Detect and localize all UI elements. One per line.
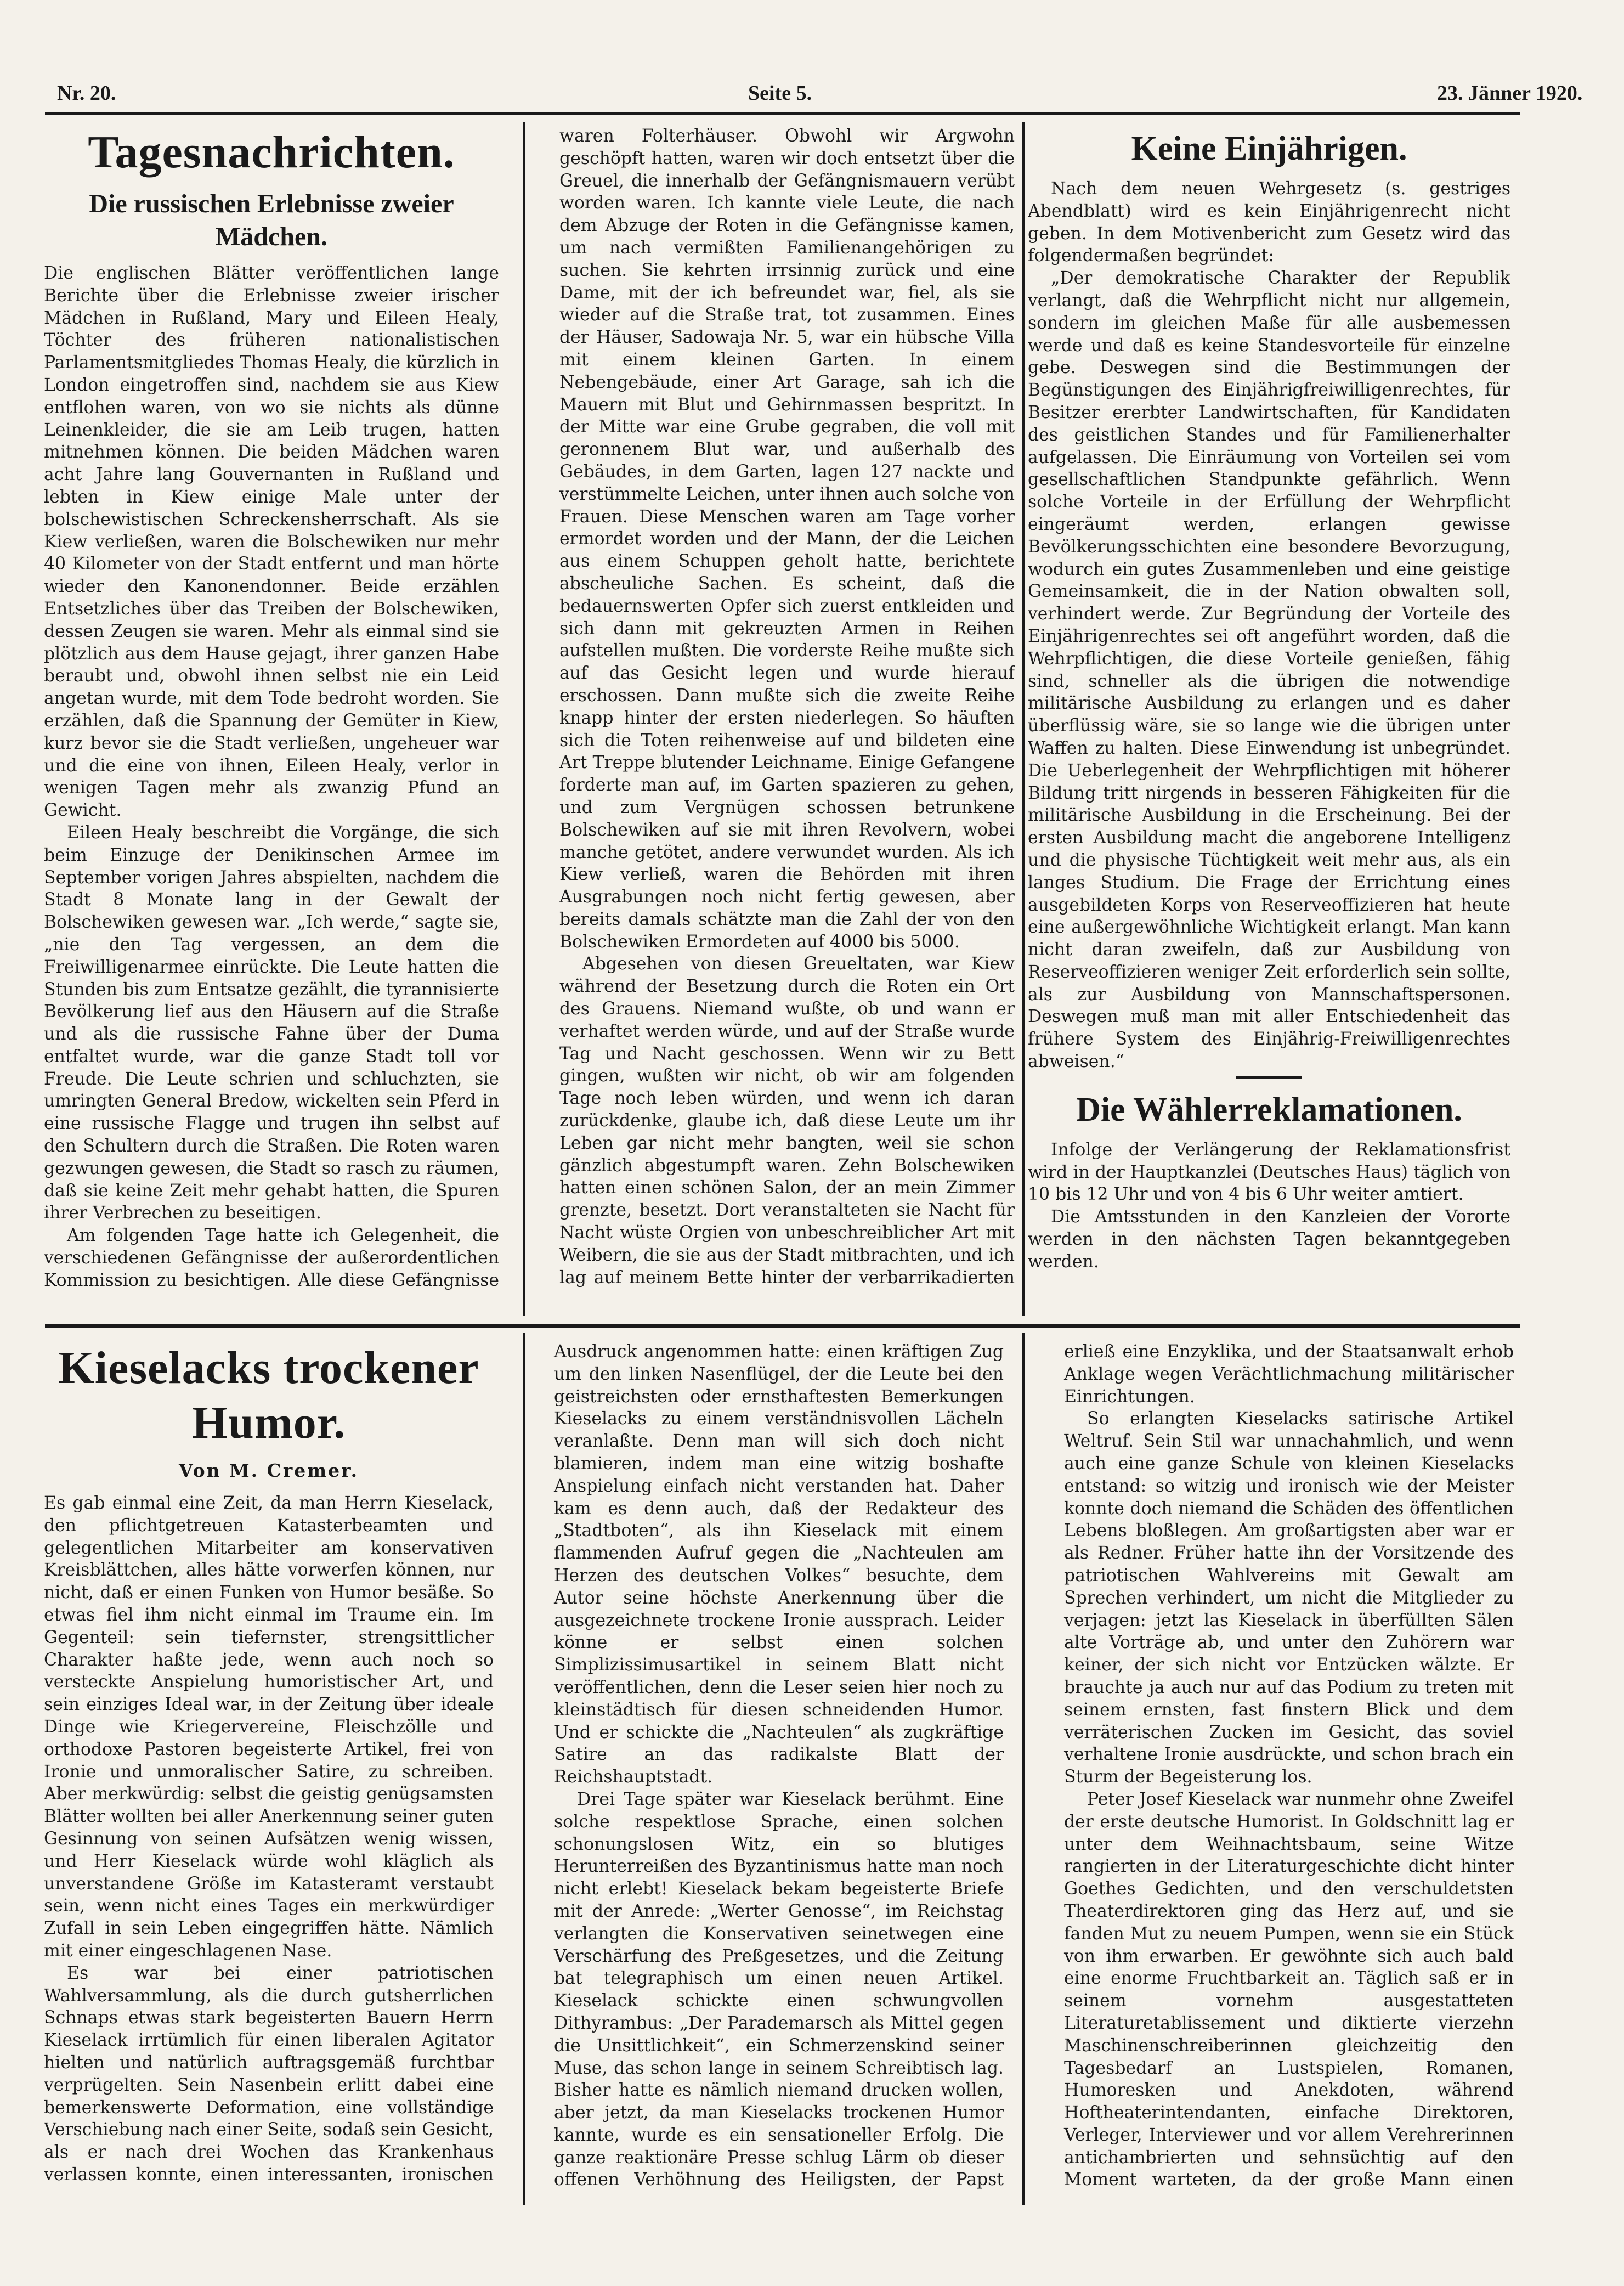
article-paragraph: Nach dem neuen Wehrgesetz (s. gestriges Abendblatt) wird es kein Einjährigenrecht nicht geben. In dem Motivenbericht zum Gesetz wird das folgendermaßen begründet: (1028, 179, 1510, 266)
page-number: Seite 5. (748, 82, 812, 105)
issue-date: 23. Jänner 1920. (1437, 82, 1583, 105)
article-paragraph: Es war bei einer patriotischen Wahlversammlung, als die durch gutsherrlichen Schnaps etwas stark begeisterten Bauern Herrn Kieselack irrtümlich für einen liberalen Agitator hielten und natürlich auftragsgemäß furchtbar verprügelten. Sein Nasenbein erlitt dabei eine bemerkenswerte Deformation, eine vollständige Verschiebung nach einer Seite, sodaß sein Gesicht, als er nach drei Wochen das Krankenhaus verlassen konnte, einen interessanten, ironischen Ausdruck angenommen hatte: einen kräftigen Zug um den linken Nasenflügel, der die Leute bei den geistreichsten oder ernsthaftesten Bemerkungen Kieselacks zu einem verständnisvollen Lächeln veranlaßte. Denn man will sich doch nicht blamieren, indem man eine witzig boshafte Anspielung einfach nicht verstanden hat. Daher kam es denn auch, daß der Redakteur des „Stadtboten“, als ihn Kieselack mit einem flammenden Aufruf gegen die „Nachteulen am Herzen des deutschen Volkes“ besuchte, dem Autor seine höchste Anerkennung über die ausgezeichnete trockene Ironie aussprach. Leider könne er selbst einen solchen Simplizissimusartikel in seinem Blatt nicht veröffentlichen, denn die Leser seien hier noch zu kleinstädtisch für diesen schneidenden Humor. Und er schickte die „Nachteulen“ als zugkräftige Satire an das radikalste Blatt der Reichshauptstadt. (44, 1342, 1004, 2185)
article-paragraph: Drei Tage später war Kieselack berühmt. Eine solche respektlose Sprache, einen solchen schonungslosen Witz, ein so blutiges Herunterreißen des Byzantinismus hatte man noch nicht erlebt! Kieselack bekam begeisterte Briefe mit der Anrede: „Werter Genosse“, im Reichstag verlangten die Konservativen seinetwegen eine Verschärfung des Preßgesetzes, und die Zeitung bat telegraphisch um einen neuen Artikel. Kieselack schickte einen schwungvollen Dithyrambus: „Der Parademarsch als Mittel gegen die Unsittlichkeit“, ein Schmerzenskind seiner Muse, das schon lange in seinem Schreibtisch lag. Bisher hatte es nämlich niemand drucken wollen, aber jetzt, da man Kieselacks trockenen Humor kannte, wurde es ein sensationeller Erfolg. Die ganze reaktionäre Presse schlug Lärm ob dieser offenen Verhöhnung des Heiligsten, der Papst erließ eine Enzyklika, und der Staatsanwalt erhob Anklage wegen Verächtlichmachung militärischer Einrichtungen. (554, 1342, 1514, 2190)
article-subtitle: Die russischen Erlebnisse zweier Mädchen. (89, 189, 454, 251)
article-paragraph: Es gab einmal eine Zeit, da man Herrn Kieselack, den pflichtgetreuen Katasterbeamten und gelegentlichen Mitarbeiter am konservativen Kreisblättchen, alles hätte vorwerfen können, nur nicht, daß er einen Funken von Humor besäße. So etwas fiel ihm nicht einmal im Traume ein. Im Gegenteil: sein tiefernster, strengsittlicher Charakter haßte jede, wenn auch noch so versteckte Anspielung humoristischer Art, und sein einziges Ideal war, in der Zeitung über ideale Dinge wie Kriegervereine, Fleischzölle und orthodoxe Pastoren begeisterte Artikel, frei von Ironie und unmoralischer Satire, zu schreiben. Aber merkwürdig: selbst die geistig genügsamsten Blätter wollten bei aller Anerkennung seiner guten Gesinnung von seinen Aufsätzen wenig wissen, und Herr Kieselack würde wohl kläglich als unverstandene Größe im Katasteramt verstaubt sein, wenn nicht eines Tages ein merkwürdiger Zufall in sein Leben eingegriffen hätte. Nämlich mit einer eingeschlagenen Nase. (44, 1493, 494, 1961)
article-divider (1236, 1076, 1302, 1079)
article-paragraph: Am folgenden Tage hatte ich Gelegenheit, die verschiedenen Gefängnisse der außerordentlichen Kommission zu besichtigen. Alle diese Gefängnisse waren Folterhäuser. Obwohl wir Argwohn geschöpft hatten, waren wir doch entsetzt über die Greuel, die innerhalb der Gefängnismauern verübt worden waren. Ich kannte viele Leute, die nach dem Abzuge der Roten in die Gefängnisse kamen, um nach vermißten Familienangehörigen zu suchen. Sie kehrten irrsinnig zurück und eine Dame, mit der ich befreundet war, fiel, als sie wieder auf die Straße trat, tot zusammen. Eines der Häuser, Sadowaja Nr. 5, war ein hübsche Villa mit einem kleinen Garten. In einem Nebengebäude, einer Art Garage, sah ich die Mauern mit Blut und Gehirnmassen bespritzt. In der Mitte war eine Grube gegraben, die voll mit geronnenem Blut war, und außerhalb des Gebäudes, in dem Garten, lagen 127 nackte und verstümmelte Leichen, unter ihnen auch solche von Frauen. Diese Menschen waren am Tage vorher ermordet worden und der Mann, der die Leichen aus einem Schuppen geholt hatte, berichtete abscheuliche Sachen. Es scheint, daß die bedauernswerten Opfer sich zuerst entkleiden und sich dann mit gekreuzten Armen in Reihen aufstellen mußten. Die vorderste Reihe mußte sich auf das Gesicht legen und wurde hierauf erschossen. Dann mußte sich die zweite Reihe knapp hinter der ersten niederlegen. So häuften sich die Toten reihenweise auf und bildeten eine Art Treppe blutender Leichname. Einige Gefangene forderte man auf, im Garten spazieren zu gehen, und zum Vergnügen schossen betrunkene Bolschewiken auf sie mit ihren Revolvern, wobei manche getötet, andere verwundet wurden. Als ich Kiew verließ, waren die Behörden mit ihren Ausgrabungen noch nicht fertig gewesen, aber bereits damals schätzte man die Zahl der von den Bolschewiken Ermordeten auf 4000 bis 5000. (44, 126, 1015, 1290)
column-rule-2 (1022, 122, 1025, 1316)
article-paragraph: Abgesehen von diesen Greueltaten, war Kiew während der Besetzung durch die Roten ein Ort des Grauens. Niemand wußte, ob und wann er verhaftet werden würde, und auf der Straße wurde Tag und Nacht geschossen. Wenn wir zu Bett gingen, wußten wir nicht, ob wir am folgenden Tage noch leben würden, und wenn ich daran zurückdenke, glaube ich, daß diese Leute um ihr Leben gar nicht mehr bangten, weil sie schon gänzlich abgestumpft waren. Zehn Bolschewiken hatten einen schönen Salon, der an mein Zimmer grenzte, besetzt. Dort veranstalteten sie Nacht für Nacht wüste Orgien von unbeschreiblicher Art mit Weibern, die sie aus der Stadt mitbrachten, und ich lag auf meinem Bette hinter der verbarrikadierten (559, 954, 1015, 1288)
article-kieselack (44, 1341, 1514, 2197)
article-paragraph: Die Amtsstunden in den Kanzleien der Vororte werden in den nächsten Tagen bekanntgegeben werden. (1028, 1207, 1510, 1272)
section-title: Tagesnachrichten. (88, 127, 455, 178)
article-paragraph: Infolge der Verlängerung der Reklamationsfrist wird in der Hauptkanzlei (Deutsches Haus) täglich von 10 bis 12 Uhr und von 4 bis 6 Uhr weiter amtiert. (1028, 1139, 1510, 1205)
article-paragraph: Die englischen Blätter veröffentlichen lange Berichte über die Erlebnisse zweier irischer Mädchen in Rußland, Mary und Eileen Healy, Töchter des früheren nationalistischen Parlamentsmitgliedes Thomas Healy, die kürzlich in London eingetroffen sind, nachdem sie aus Kiew entflohen waren, von wo sie nichts als dünne Leinenkleider, die sie am Leib trugen, hatten mitnehmen können. Die beiden Mädchen waren acht Jahre lang Gouvernanten in Rußland und lebten in Kiew einige Male unter der bolschewistischen Schreckensherrschaft. Als sie Kiew verließen, waren die Bolschewiken nur mehr 40 Kilometer von der Stadt entfernt und man hörte wieder den Kanonendonner. Beide erzählen Entsetzliches über das Treiben der Bolschewiken, dessen Zeugen sie waren. Mehr als einmal sind sie plötzlich aus dem Hause gejagt, ihrer ganzen Habe beraubt und, obwohl ihnen selbst nie ein Leid angetan wurde, mit dem Tode bedroht worden. Sie erzählen, daß die Spannung der Gemüter in Kiew, kurz bevor sie die Stadt verließen, ungeheuer war und die eine von ihnen, Eileen Healy, verlor in wenigen Tagen mehr als zwanzig Pfund an Gewicht. (44, 263, 499, 821)
article-tagesnachrichten (44, 125, 1015, 1305)
article-paragraph: Eileen Healy beschreibt die Vorgänge, die sich beim Einzuge der Denikinschen Armee im September vorigen Jahres abspielten, nachdem die Stadt 8 Monate lang in der Gewalt der Bolschewiken gewesen war. „Ich werde,“ sagte sie, „nie den Tag vergessen, an dem die Freiwilligenarmee einrückte. Die Leute hatten die Stunden bis zum Entsatze gezählt, die tyrannisierte Bevölkerung lief aus den Häusern auf die Straße und als die russische Fahne über der Duma entfaltet wurde, war die ganze Stadt toll vor Freude. Die Leute schrien und schluchzten, sie umringten General Bredow, wickelten sein Pferd in eine russische Flagge und trugen ihn selbst auf den Schultern durch die Straßen. Die Roten waren gezwungen gewesen, die Stadt so rasch zu räumen, daß sie keine Zeit mehr gehabt hatten, die Spuren ihrer Verbrechen zu beseitigen. (44, 822, 499, 1223)
issue-number: Nr. 20. (57, 82, 116, 105)
feuilleton-title: Kieselacks trockener Humor. (58, 1342, 479, 1448)
article-keine-einjaehrigen (1028, 127, 1510, 1307)
article-title-reklamationen: Die Wählerreklamationen. (1076, 1091, 1462, 1128)
feuilleton-rule (45, 1324, 1520, 1328)
article-paragraph: „Der demokratische Charakter der Republik verlangt, daß die Wehrpflicht nicht nur allgemein, sondern im gleichen Maße für alle ausbemessen werde und daß es keine Standesvorteile für einzelne gebe. Deswegen sind die Bestimmungen der Begünstigungen des Einjährigfreiwilligenrechtes, für Besitzer ererbter Landwirtschaften, für Kandidaten des geistlichen Standes und für Familienerhalter aufgelassen. Die Einräumung von Vorteilen sei vom gesellschaftlichen Standpunkte gefährlich. Wenn solche Vorteile in der Erfüllung der Wehrpflicht eingeräumt werden, erlangen gewisse Bevölkerungsschichten eine besondere Bevorzugung, wodurch ein gutes Zusammenleben und eine geistige Gemeinsamkeit, die in der Nation obwalten soll, verhindert werde. Zur Begründung der Vorteile des Einjährigenrechtes sei oft angeführt worden, daß die Wehrpflichtigen, die diese Vorteile genießen, fähig sind, schneller als die übrigen die notwendige militärische Ausbildung zu erlangen und es daher überflüssig wäre, sie so lange wie die übrigen unter Waffen zu halten. Diese Einwendung ist unbegründet. Die Ueberlegenheit der Wehrpflichtigen mit höherer Bildung tritt nirgends in besseren Fähigkeiten für die militärische Ausbildung in die Erscheinung. Bei der ersten Ausbildung macht die angeborene Intelligenz und die physische Tüchtigkeit weit mehr aus, als ein langes Studium. Die Frage der Errichtung eines ausgebildeten Korps von Reserveoffizieren hat heute eine außergewöhnliche Wichtigkeit erlangt. Man kann nicht daran zweifeln, daß zur Ausbildung von Reserveoffizieren weniger Zeit erforderlich sein sollte, als zur Ausbildung von Mannschaftspersonen. Deswegen muß man mit aller Entschiedenheit das frühere System des Einjährig-Freiwilligenrechtes abweisen.“ (1028, 268, 1510, 1072)
article-title: Keine Einjährigen. (1131, 130, 1407, 167)
header-rule (45, 112, 1520, 115)
article-paragraph: Peter Josef Kieselack war nunmehr ohne Zweifel der erste deutsche Humorist. In Goldschnitt lag er unter dem Weihnachtsbaum, seine Witze rangierten in der Literaturgeschichte dicht hinter Goethes Gedichten, und den verschuldetsten Theaterdirektoren ging das Herz auf, und sie fanden Mut zu neuem Pumpen, wenn sie ein Stück von ihm erwarben. Er gewöhnte sich auch bald eine enorme Fruchtbarkeit an. Täglich saß er in seinem vornehm ausgestatteten Literaturetablissement und diktierte vierzehn Maschinenschreiberinnen gleichzeitig den Tagesbedarf an Lustspielen, Romanen, Humoresken und Anekdoten, während Hoftheaterintendanten, einfache Direktoren, Verleger, Interviewer und vor allem Verehrerinnen antichambrierten und sehnsüchtig auf den Moment warteten, da der große Mann einen (1064, 1789, 1514, 2190)
article-byline: Von M. Cremer. (179, 1460, 359, 1481)
article-paragraph: So erlangten Kieselacks satirische Artikel Weltruf. Sein Stil war unnachahmlich, und wenn auch eine ganze Schule von kleinen Kieselacks entstand: so witzig und ironisch wie der Meister konnte doch niemand die Schäden des öffentlichen Lebens bloßlegen. Am großartigsten aber war er als Redner. Früher hatte ihn der Vorsitzende des patriotischen Wahlvereins mit Gewalt am Sprechen verhindert, um nicht die Mitglieder zu verjagen: jetzt las Kieselack in überfüllten Sälen alte Vorträge ab, und unter den Zuhörern war keiner, der sich nicht vor Entzücken wälzte. Er brauchte ja auch nur auf das Podium zu treten mit seinem ernsten, fast finstern Blick und dem verräterischen Zucken im Gesicht, das soviel verhaltene Ironie ausdrückte, und schon brach ein Sturm der Begeisterung los. (1064, 1409, 1514, 1787)
